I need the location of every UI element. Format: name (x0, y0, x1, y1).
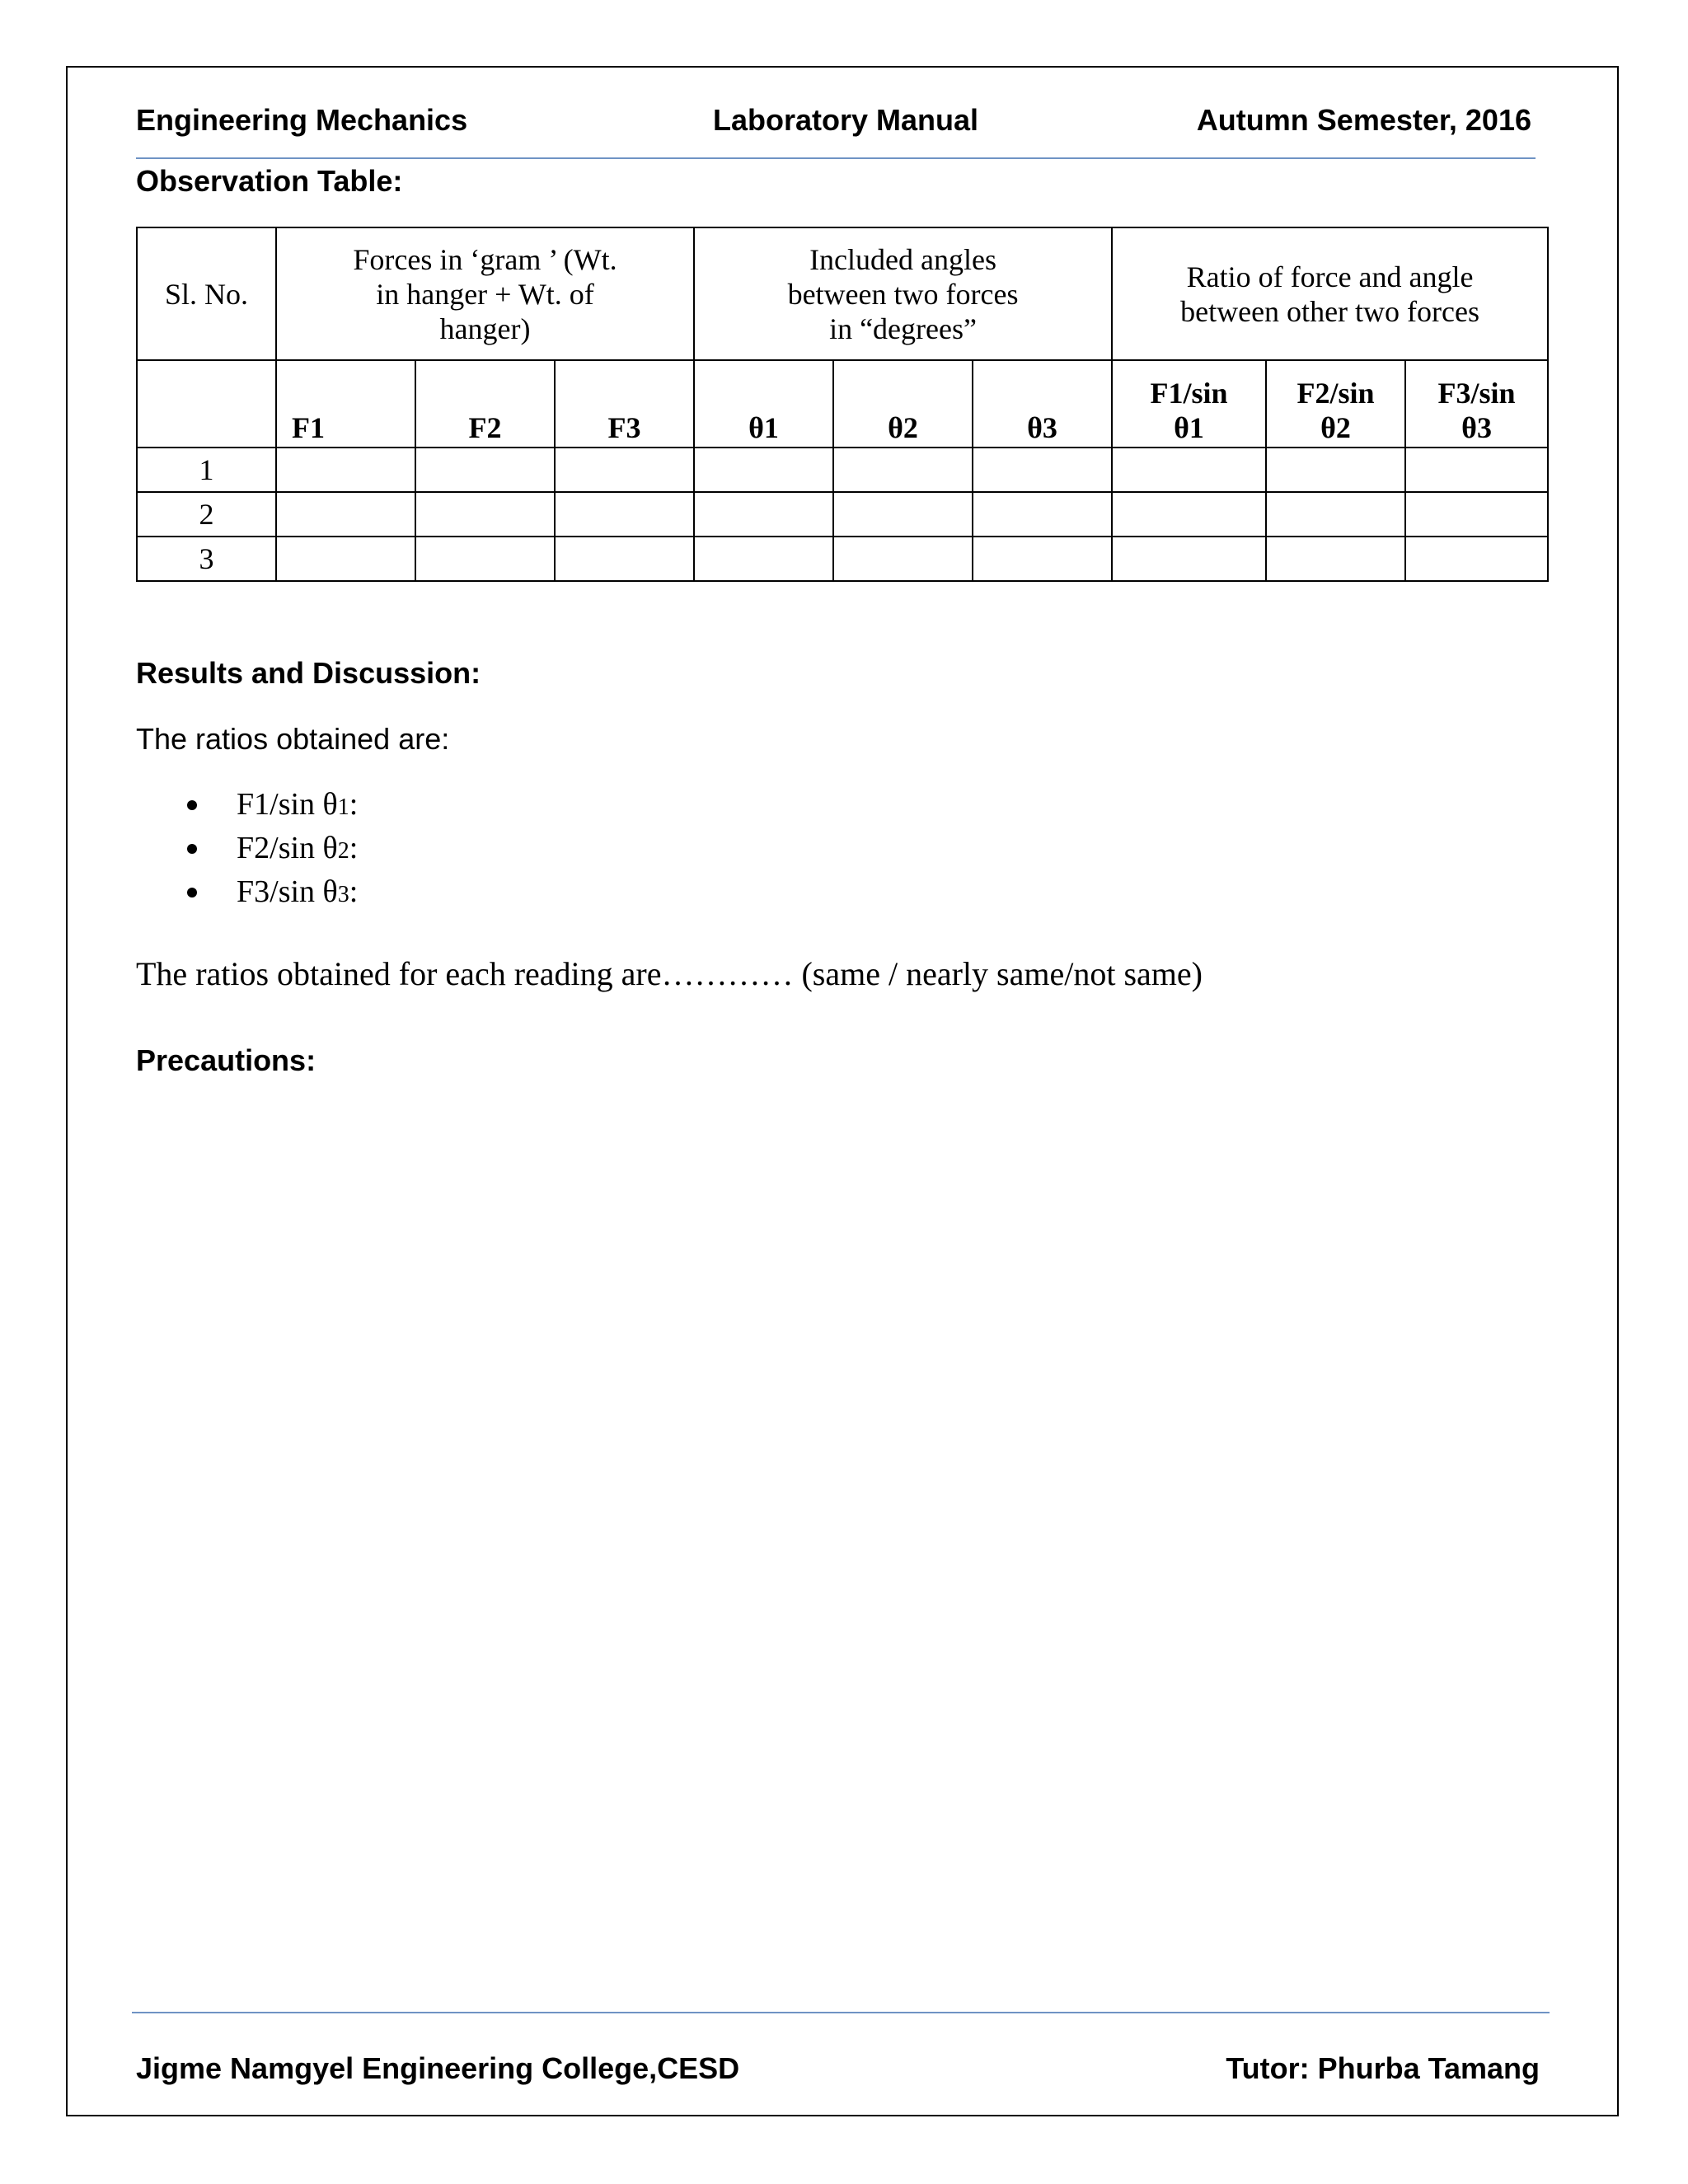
sub-header-ratio2 (1266, 360, 1405, 448)
list-item (136, 870, 358, 914)
table-cell[interactable] (555, 537, 694, 581)
table-cell[interactable] (833, 448, 973, 492)
ratios-intro: The ratios obtained are: (136, 722, 450, 756)
table-cell[interactable] (1405, 537, 1548, 581)
sub-header-f1: F1 (276, 360, 415, 448)
observation-table-heading: Observation Table: (136, 164, 403, 198)
row-serial-number: 1 (137, 448, 276, 492)
sub-header-ratio2-line: θ2 (1320, 411, 1351, 444)
header-manual-title: Laboratory Manual (713, 103, 979, 137)
ratio-colon: : (349, 831, 359, 865)
table-cell[interactable] (1405, 448, 1548, 492)
table-cell[interactable] (1112, 492, 1266, 537)
table-row (137, 492, 1548, 537)
header-forces-line: hanger) (439, 312, 531, 345)
table-group-header-row (137, 227, 1548, 360)
sub-header-theta3: θ3 (973, 360, 1112, 448)
ratio-subscript: 2 (337, 838, 349, 864)
observation-table (136, 227, 1549, 582)
row-serial-number: 3 (137, 537, 276, 581)
list-item (136, 827, 358, 870)
header-angles-line: Included angles (809, 242, 996, 276)
table-cell[interactable] (694, 492, 833, 537)
sub-header-ratio3-line: F3/sin (1437, 377, 1516, 410)
ratio-label: F3/sin θ (237, 874, 338, 909)
header-forces-line: Forces in ‘gram ’ (Wt. (353, 242, 617, 276)
table-cell[interactable] (1405, 492, 1548, 537)
header-angles (694, 227, 1112, 360)
ratio-label: F2/sin θ (237, 831, 338, 865)
sub-header-f3: F3 (555, 360, 694, 448)
ratio-list (136, 783, 358, 914)
footer-tutor: Tutor: Phurba Tamang (1226, 2051, 1540, 2085)
table-cell[interactable] (973, 492, 1112, 537)
results-heading: Results and Discussion: (136, 656, 481, 690)
footer-rule (132, 2012, 1550, 2013)
sub-header-theta1: θ1 (694, 360, 833, 448)
table-cell[interactable] (694, 537, 833, 581)
footer-college: Jigme Namgyel Engineering College,CESD (136, 2051, 740, 2085)
header-course-title: Engineering Mechanics (136, 103, 468, 137)
sub-header-empty (137, 360, 276, 448)
sub-header-ratio3-line: θ3 (1461, 411, 1492, 444)
table-cell[interactable] (415, 448, 555, 492)
header-ratios-line: between other two forces (1180, 294, 1479, 328)
header-forces (276, 227, 694, 360)
sub-header-ratio1 (1112, 360, 1266, 448)
sub-header-theta2: θ2 (833, 360, 973, 448)
ratio-label: F1/sin θ (237, 787, 338, 822)
row-serial-number: 2 (137, 492, 276, 537)
table-cell[interactable] (555, 448, 694, 492)
precautions-heading: Precautions: (136, 1043, 316, 1077)
header-forces-line: in hanger + Wt. of (376, 277, 594, 311)
table-cell[interactable] (973, 448, 1112, 492)
ratio-colon: : (349, 874, 359, 909)
table-cell[interactable] (555, 492, 694, 537)
table-cell[interactable] (833, 537, 973, 581)
table-cell[interactable] (415, 537, 555, 581)
bullet-icon (187, 800, 197, 810)
table-cell[interactable] (833, 492, 973, 537)
sub-header-f2: F2 (415, 360, 555, 448)
table-cell[interactable] (1112, 448, 1266, 492)
table-row (137, 537, 1548, 581)
header-ratios-line: Ratio of force and angle (1186, 260, 1474, 293)
header-semester: Autumn Semester, 2016 (1196, 103, 1531, 137)
table-cell[interactable] (1266, 537, 1405, 581)
table-cell[interactable] (973, 537, 1112, 581)
ratio-subscript: 1 (337, 794, 349, 820)
table-sub-header-row (137, 360, 1548, 448)
ratios-statement: The ratios obtained for each reading are………… (same / nearly same/not same) (136, 955, 1203, 992)
ratio-subscript: 3 (337, 882, 349, 907)
header-sl-no: Sl. No. (137, 227, 276, 360)
table-cell[interactable] (276, 492, 415, 537)
sub-header-ratio1-line: θ1 (1174, 411, 1204, 444)
header-angles-line: between two forces (787, 277, 1019, 311)
table-row (137, 448, 1548, 492)
header-ratios (1112, 227, 1548, 360)
header-rule (136, 157, 1536, 159)
table-cell[interactable] (1266, 492, 1405, 537)
table-cell[interactable] (276, 537, 415, 581)
sub-header-ratio2-line: F2/sin (1296, 377, 1375, 410)
sub-header-ratio3 (1405, 360, 1548, 448)
sub-header-ratio1-line: F1/sin (1150, 377, 1228, 410)
table-cell[interactable] (276, 448, 415, 492)
list-item (136, 783, 358, 827)
bullet-icon (187, 888, 197, 898)
table-cell[interactable] (1266, 448, 1405, 492)
bullet-icon (187, 844, 197, 854)
table-cell[interactable] (1112, 537, 1266, 581)
table-cell[interactable] (415, 492, 555, 537)
table-cell[interactable] (694, 448, 833, 492)
ratio-colon: : (349, 787, 359, 822)
header-angles-line: in “degrees” (829, 312, 977, 345)
